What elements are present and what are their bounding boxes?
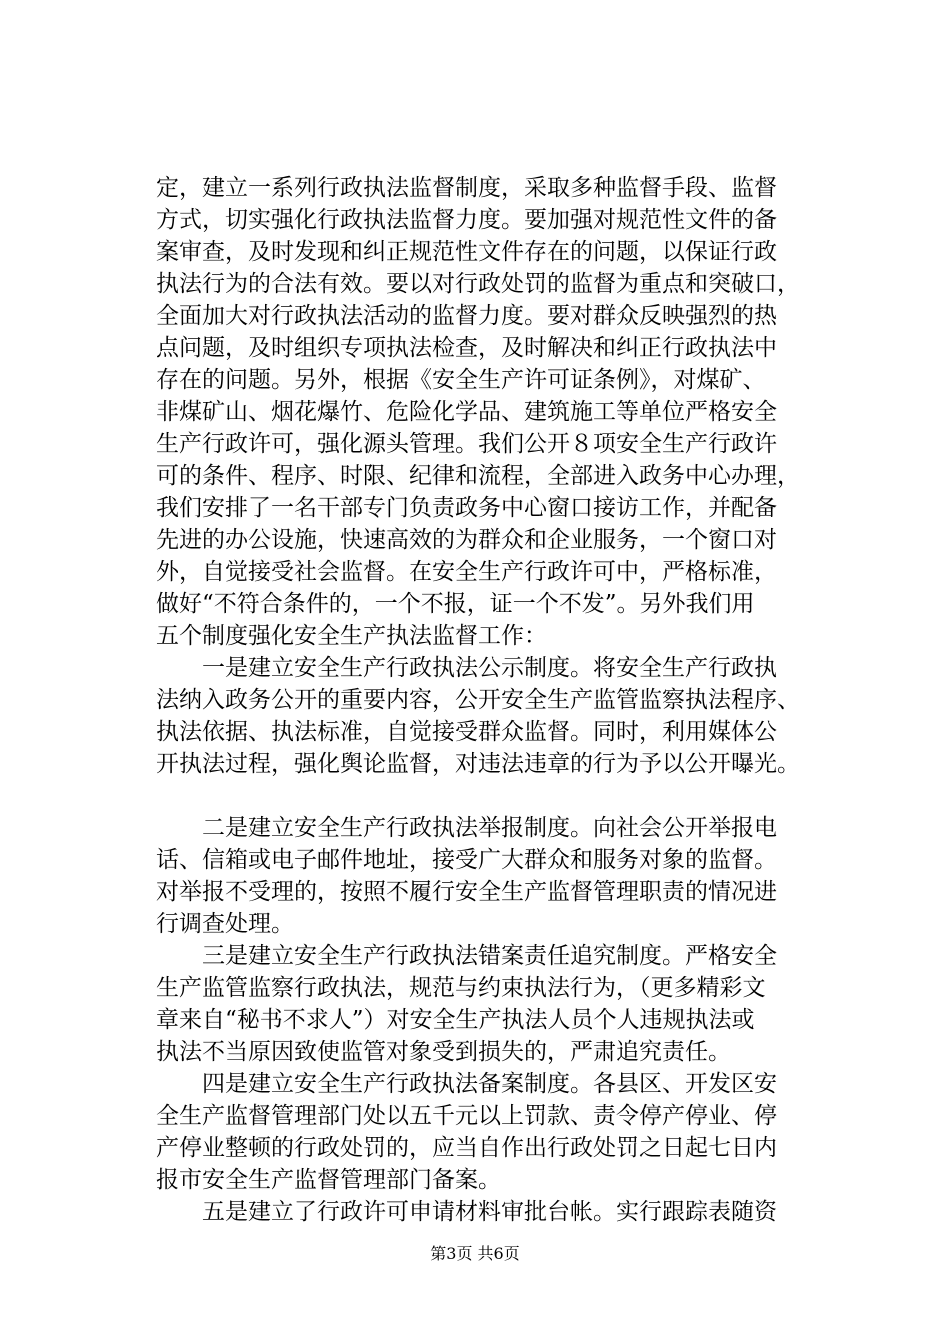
text-line: 执法行为的合法有效。要以对行政处罚的监督为重点和突破口， [156, 271, 800, 297]
text-line: 全生产监督管理部门处以五千元以上罚款、责令停产停业、停 [156, 1103, 777, 1129]
text-line: 产停业整顿的行政处罚的，应当自作出行政处罚之日起七日内 [156, 1135, 777, 1161]
text-line: 做好“不符合条件的，一个不报，证一个不发”。另外我们用 [156, 591, 755, 617]
text-line: 存在的问题。另外，根据《安全生产许可证条例》，对煤矿、 [156, 367, 766, 393]
text-line: 一是建立安全生产行政执法公示制度。将安全生产行政执 [156, 655, 777, 681]
text-line: 执法不当原因致使监管对象受到损失的，严肃追究责任。 [156, 1039, 731, 1065]
text-line: 行调查处理。 [156, 911, 294, 937]
text-line: 外，自觉接受社会监督。在安全生产行政许可中，严格标准， [156, 559, 777, 585]
text-line: 我们安排了一名干部专门负责政务中心窗口接访工作，并配备 [156, 495, 777, 521]
text-line: 全面加大对行政执法活动的监督力度。要对群众反映强烈的热 [156, 303, 777, 329]
text-line: 执法依据、执法标准，自觉接受群众监督。同时，利用媒体公 [156, 719, 777, 745]
text-line: 对举报不受理的，按照不履行安全生产监督管理职责的情况进 [156, 879, 777, 905]
text-line: 法纳入政务公开的重要内容，公开安全生产监管监察执法程序、 [156, 687, 800, 713]
text-line: 定，建立一系列行政执法监督制度，采取多种监督手段、监督 [156, 175, 777, 201]
text-line: 四是建立安全生产行政执法备案制度。各县区、开发区安 [156, 1071, 777, 1097]
text-line: 先进的办公设施，快速高效的为群众和企业服务，一个窗口对 [156, 527, 777, 553]
text-line: 章来自“秘书不求人”）对安全生产执法人员个人违规执法或 [156, 1007, 755, 1033]
text-line: 非煤矿山、烟花爆竹、危险化学品、建筑施工等单位严格安全 [156, 399, 777, 425]
text-line: 报市安全生产监督管理部门备案。 [156, 1167, 501, 1193]
text-line: 话、信箱或电子邮件地址，接受广大群众和服务对象的监督。 [156, 847, 777, 873]
text-line: 方式，切实强化行政执法监督力度。要加强对规范性文件的备 [156, 207, 777, 233]
page-footer: 第3页 共6页 [430, 1244, 520, 1263]
text-line: 三是建立安全生产行政执法错案责任追究制度。严格安全 [156, 943, 777, 969]
text-line: 五是建立了行政许可申请材料审批台帐。实行跟踪表随资 [156, 1199, 777, 1225]
text-line: 五个制度强化安全生产执法监督工作： [156, 623, 547, 649]
text-line: 生产行政许可，强化源头管理。我们公开８项安全生产行政许 [156, 431, 777, 457]
text-line: 案审查，及时发现和纠正规范性文件存在的问题，以保证行政 [156, 239, 777, 265]
text-line: 可的条件、程序、时限、纪律和流程，全部进入政务中心办理， [156, 463, 800, 489]
text-line: 生产监管监察行政执法，规范与约束执法行为，（更多精彩文 [156, 975, 766, 1001]
text-line: 开执法过程，强化舆论监督，对违法违章的行为予以公开曝光。 [156, 751, 800, 777]
text-line: 点问题，及时组织专项执法检查，及时解决和纠正行政执法中 [156, 335, 777, 361]
text-line: 二是建立安全生产行政执法举报制度。向社会公开举报电 [156, 815, 777, 841]
